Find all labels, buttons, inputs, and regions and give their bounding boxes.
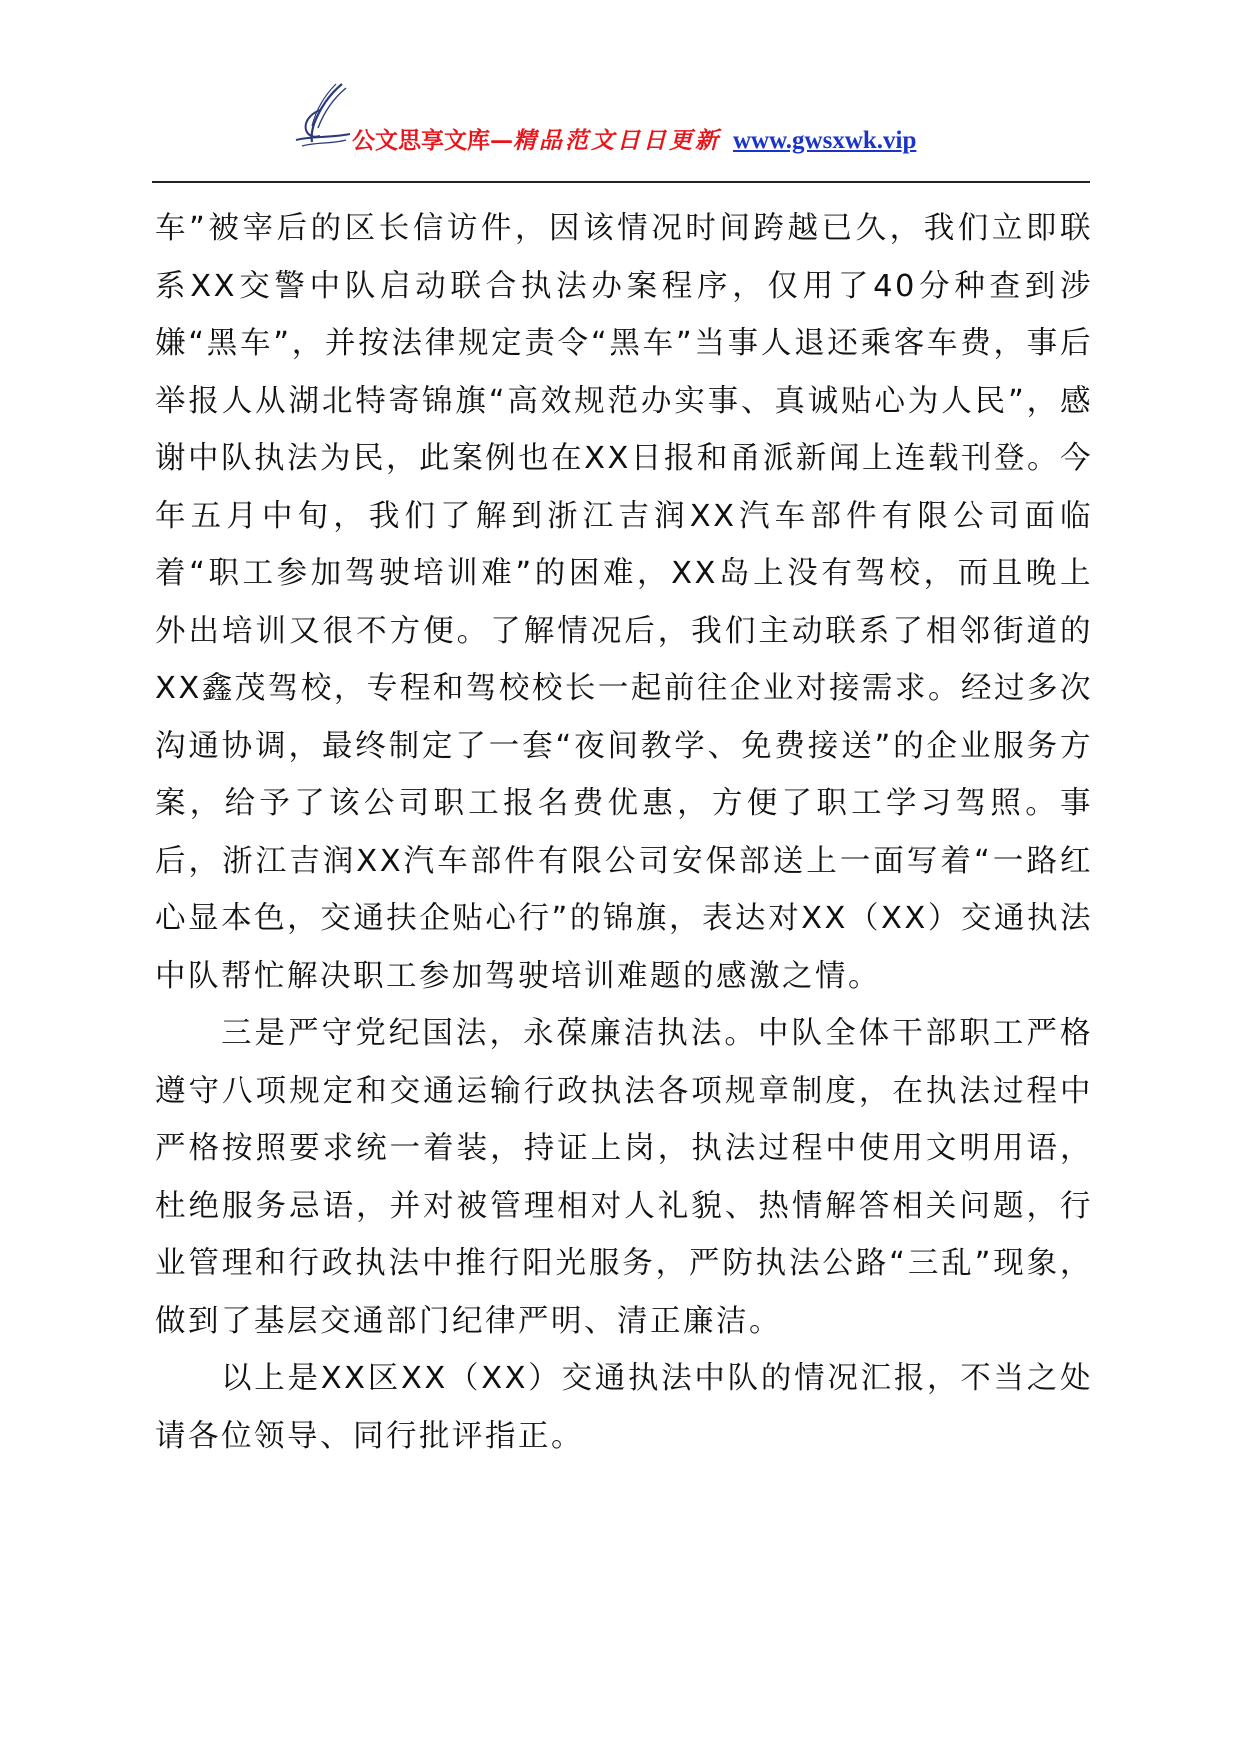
header-banner [352, 122, 916, 155]
quill-pen-icon [290, 80, 360, 150]
header-separator: — [490, 127, 513, 154]
brand-name: 公文思享文库 [352, 127, 490, 154]
page-header [290, 80, 990, 160]
header-divider [152, 181, 1090, 183]
site-url-link[interactable]: www.gwsxwk.vip [733, 127, 917, 154]
document-body [155, 200, 1093, 1465]
header-slogan: 精品范文日日更新 [513, 127, 721, 154]
paragraph: 三是严守党纪国法，永葆廉洁执法。中队全体干部职工严格遵守八项规定和交通运输行政执法各项规章制度，在执法过程中严格按照要求统一着装，持证上岗，执法过程中使用文明用语，杜绝服务忌语，并对被管理相对人礼貌、热情解答相关问题，行业管理和行政执法中推行阳光服务，严防执法公路“三乱”现象，做到了基层交通部门纪律严明、清正廉洁。 [155, 1016, 1093, 1339]
paragraph: 以上是XX区XX（XX）交通执法中队的情况汇报，不当之处请各位领导、同行批评指正。 [155, 1361, 1093, 1454]
paragraph: 车”被宰后的区长信访件，因该情况时间跨越已久，我们立即联系XX交警中队启动联合执法办案程序，仅用了40分种查到涉嫌“黑车”，并按法律规定责令“黑车”当事人退还乘客车费，事后举报人从湖北特寄锦旗“高效规范办实事、真诚贴心为人民”，感谢中队执法为民，此案例也在XX日报和甬派新闻上连载刊登。今年五月中旬，我们了解到浙江吉润XX汽车部件有限公司面临着“职工参加驾驶培训难”的困难，XX岛上没有驾校，而且晚上外出培训又很不方便。了解情况后，我们主动联系了相邻街道的XX鑫茂驾校，专程和驾校校长一起前往企业对接需求。经过多次沟通协调，最终制定了一套“夜间教学、免费接送”的企业服务方案，给予了该公司职工报名费优惠，方便了职工学习驾照。事后，浙江吉润XX汽车部件有限公司安保部送上一面写着“一路红心显本色，交通扶企贴心行”的锦旗，表达对XX（XX）交通执法中队帮忙解决职工参加驾驶培训难题的感激之情。 [155, 211, 1093, 994]
